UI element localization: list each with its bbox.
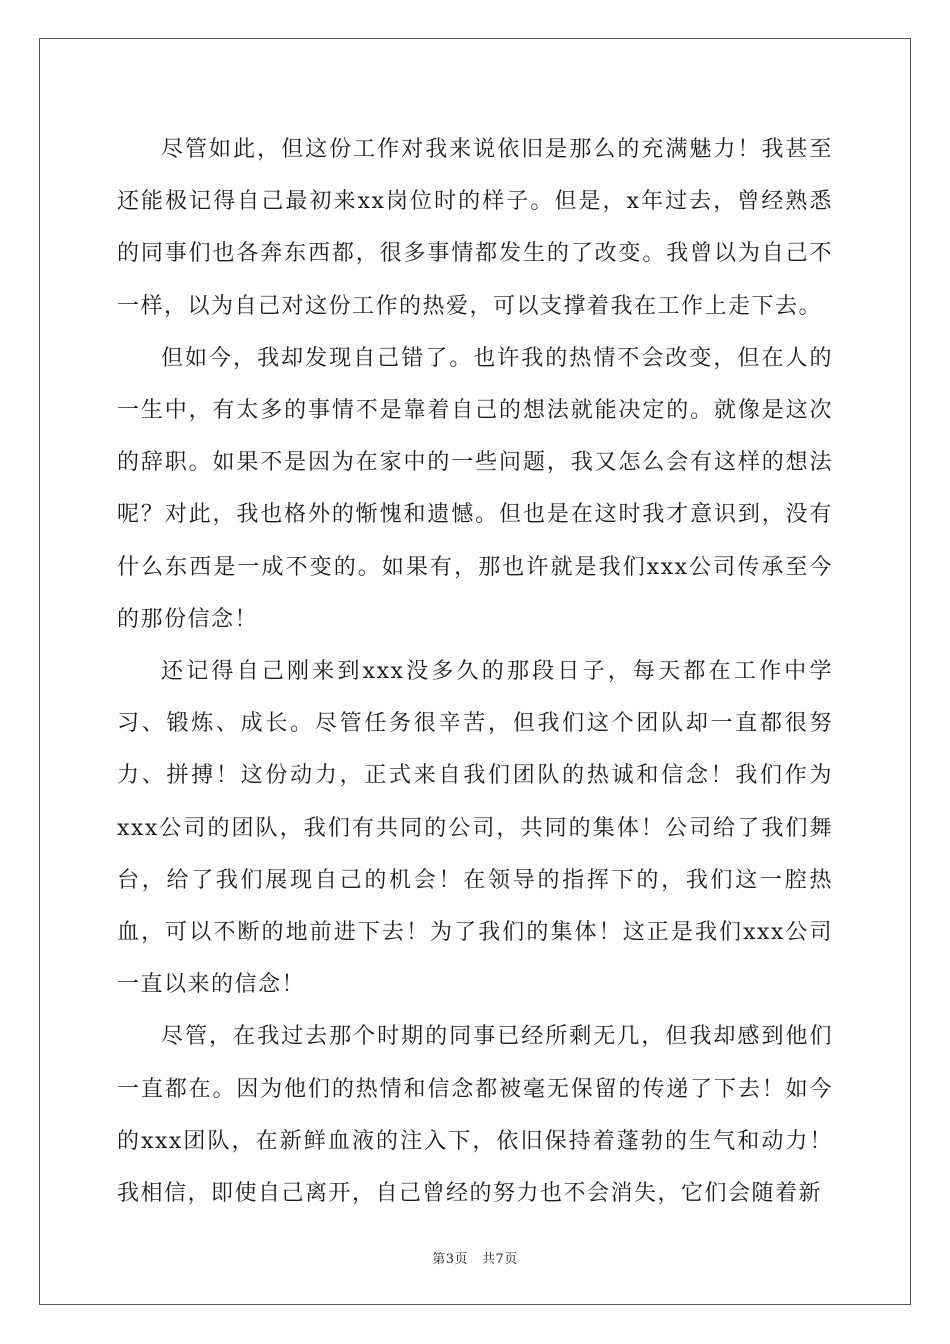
paragraph-2: 但如今，我却发现自己错了。也许我的热情不会改变，但在人的一生中，有太多的事情不是靠着自己的想法就能决定的。就像是这次的辞职。如果不是因为在家中的一些问题，我又怎么会有这样的想法呢？对此，我也格外的惭愧和遗憾。但也是在这时我才意识到，没有什么东西是一成不变的。如果有，那也许就是我们xxx公司传承至今的那份信念！ xyxy=(117,345,833,632)
document-body xyxy=(117,124,833,1220)
paragraph-1: 尽管如此，但这份工作对我来说依旧是那么的充满魅力！我甚至还能极记得自己最初来xx岗位时的样子。但是，x年过去，曾经熟悉的同事们也各奔东西都，很多事情都发生的了改变。我曾以为自己不一样，以为自己对这份工作的热爱，可以支撑着我在工作上走下去。 xyxy=(117,137,833,319)
paragraph-4: 尽管，在我过去那个时期的同事已经所剩无几，但我却感到他们一直都在。因为他们的热情和信念都被毫无保留的传递了下去！如今的xxx团队，在新鲜血液的注入下，依旧保持着蓬勃的生气和动力！我相信，即使自己离开，自己曾经的努力也不会消失，它们会随着新 xyxy=(117,1024,833,1207)
page-footer xyxy=(0,1248,950,1267)
page-number: 第3页 xyxy=(432,1252,468,1267)
page-total: 共7页 xyxy=(482,1252,518,1267)
paragraph-3: 还记得自己刚来到xxx没多久的那段日子，每天都在工作中学习、锻炼、成长。尽管任务很辛苦，但我们这个团队却一直都很努力、拼搏！这份动力，正式来自我们团队的热诚和信念！我们作为xxx公司的团队，我们有共同的公司，共同的集体！公司给了我们舞台，给了我们展现自己的机会！在领导的指挥下的，我们这一腔热血，可以不断的地前进下去！为了我们的集体！这正是我们xxx公司一直以来的信念！ xyxy=(117,659,833,998)
